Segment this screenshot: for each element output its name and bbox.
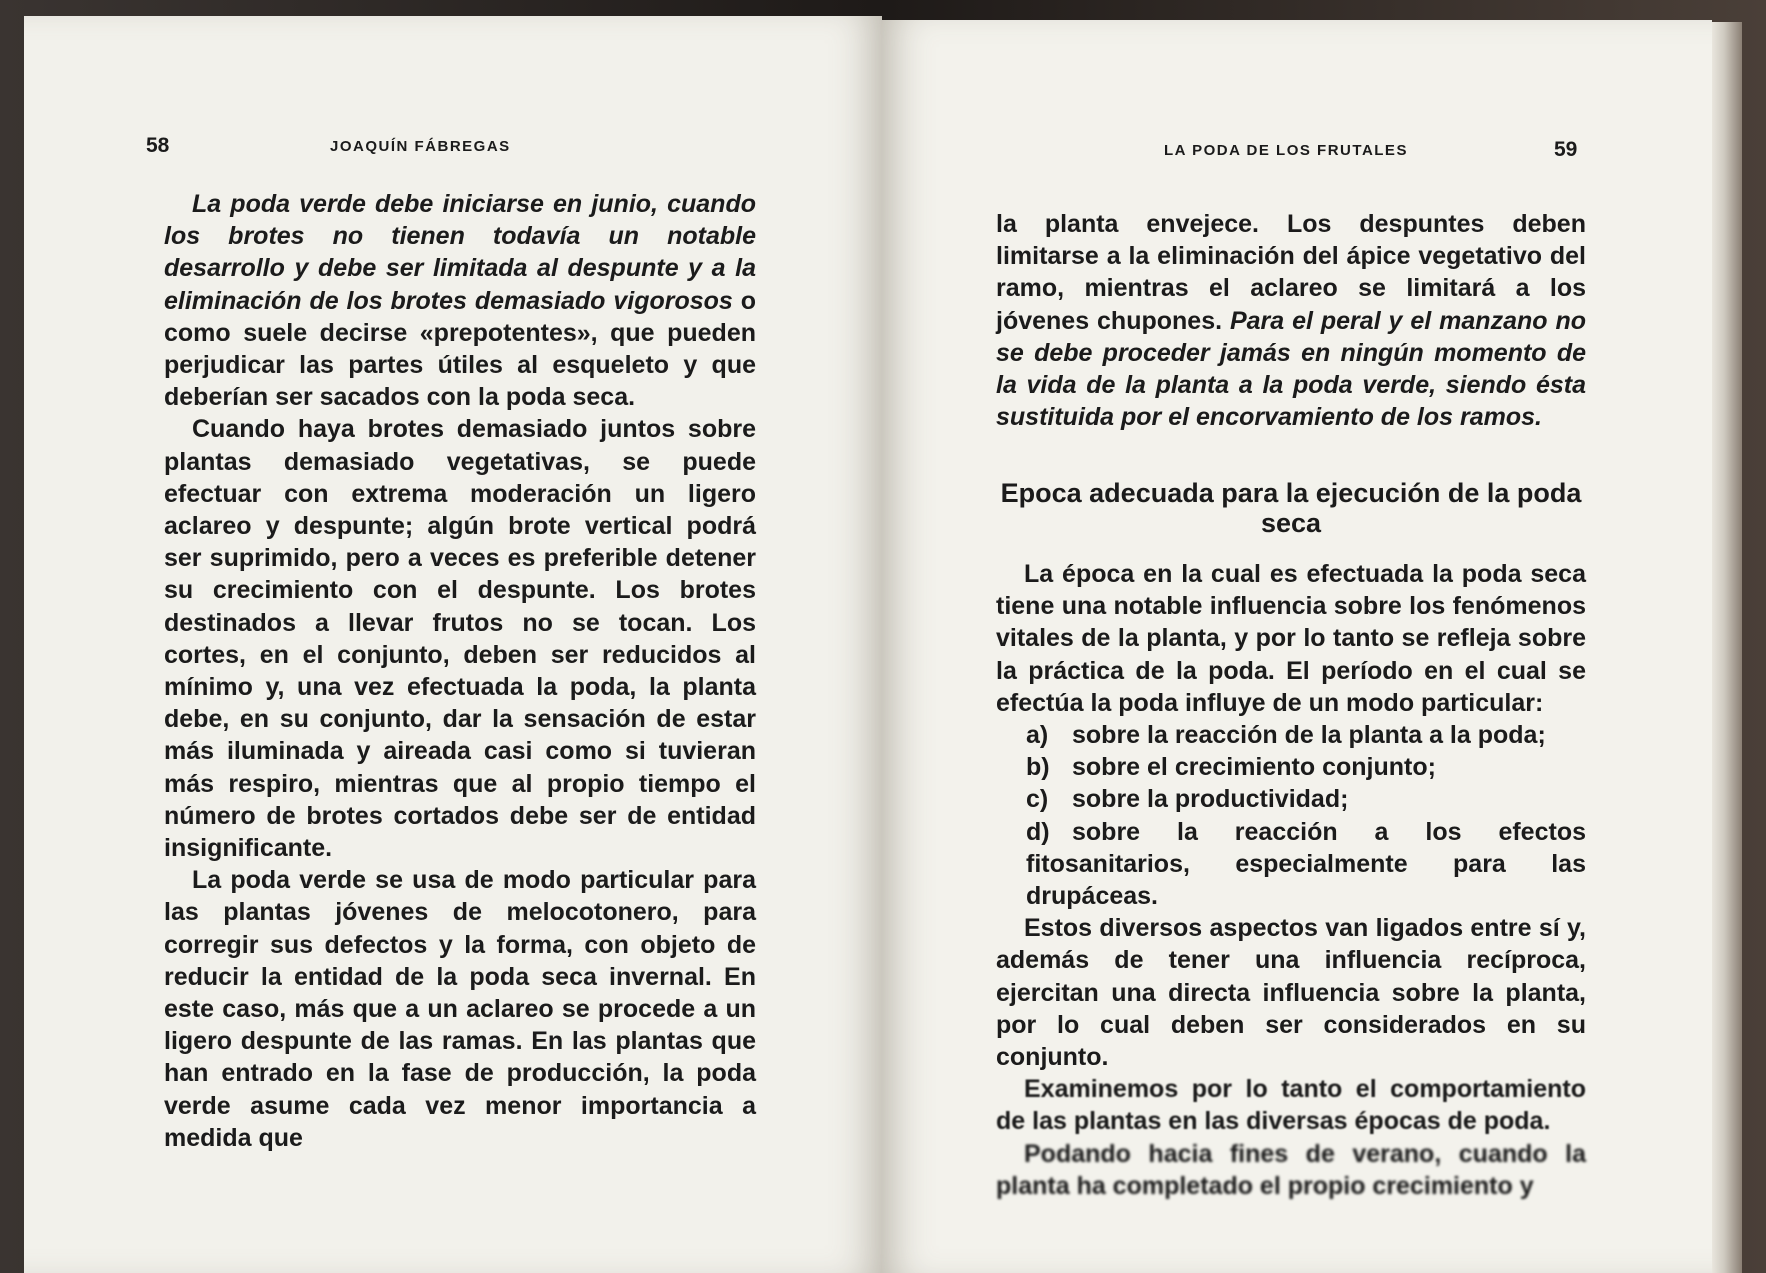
section-paragraph-2: Estos diversos aspectos van ligados entre sí y, además de tener una influencia recíproca, ejercitan una directa influencia sobre la planta, por lo cual deben ser considerados en su conjunto. xyxy=(996,914,1586,1072)
continuation-paragraph xyxy=(996,208,1586,433)
page-number-left: 58 xyxy=(146,134,170,157)
continuation-roman: la planta envejece. Los despuntes deben limitarse a la eliminación del ápice vegetativo del ramo, mientras el aclareo se limitará a los jóvenes chupones. xyxy=(996,210,1586,335)
paragraph-1-italic: La poda verde debe iniciarse en junio, cuando los brotes no tienen todavía un notable desarrollo y debe ser limitada al despunte y a la eliminación de los brotes demasiado vigorosos xyxy=(164,190,756,315)
list-item-text: sobre la reacción de la planta a la poda; xyxy=(1072,721,1546,750)
left-page xyxy=(24,16,882,1273)
running-head-left: JOAQUÍN FÁBREGAS xyxy=(330,138,511,155)
list-item xyxy=(996,816,1586,913)
list-item-key: b) xyxy=(1026,753,1050,782)
book-page-edges xyxy=(1712,22,1742,1273)
section-paragraph-4: Podando hacia fines de verano, cuando la planta ha completado el propio crecimiento y xyxy=(996,1139,1586,1200)
paragraph-1 xyxy=(164,188,756,413)
list-item xyxy=(996,783,1586,815)
list-item-key: c) xyxy=(1026,785,1049,814)
list-item-text: sobre el crecimiento conjunto; xyxy=(1072,753,1436,782)
list-item-text: sobre la productividad; xyxy=(1072,785,1349,814)
list-item-key: d) xyxy=(1026,817,1050,846)
page-number-right: 59 xyxy=(1554,138,1578,161)
right-section-text xyxy=(996,558,1586,1202)
right-page xyxy=(882,20,1712,1273)
list-item xyxy=(996,751,1586,783)
list-item-key: a) xyxy=(1026,721,1049,750)
section-paragraph-1: La época en la cual es efectuada la poda seca tiene una notable influencia sobre los fenómenos vitales de la planta, y por lo tanto se refleja sobre la práctica de la poda. El período en el cual se efectúa la poda influye de un modo particular: xyxy=(996,560,1586,717)
paragraph-1-roman: o como suele decirse «prepotentes», que pueden perjudicar las partes útiles al esqueleto y que deberían ser sacados con la poda seca. xyxy=(164,286,757,412)
section-heading: Epoca adecuada para la ejecución de la poda seca xyxy=(1000,478,1582,538)
right-continuation-text xyxy=(996,208,1586,433)
section-paragraph-3: Examinemos por lo tanto el comportamiento de las plantas en las diversas épocas de poda. xyxy=(996,1075,1586,1136)
list-item-text: sobre la reacción a los efectos fitosanitarios, especialmente para las drupáceas. xyxy=(1026,817,1586,911)
list-item xyxy=(996,719,1586,751)
running-head-right: LA PODA DE LOS FRUTALES xyxy=(1164,142,1408,159)
continuation-italic: Para el peral y el manzano no se debe proceder jamás en ningún momento de la vida de la planta a la poda verde, siendo ésta sustituida por el encorvamiento de los ramos. xyxy=(996,306,1586,432)
influence-list xyxy=(996,719,1586,912)
left-text-block xyxy=(164,188,756,1154)
paragraph-3: La poda verde se usa de modo particular para las plantas jóvenes de melocotonero, para corregir sus defectos y la forma, con objeto de reducir la entidad de la poda seca invernal. En este caso, más que a un aclareo se procede a un ligero despunte de las ramas. En las plantas que han entrado en la fase de producción, la poda verde asume cada vez menor importancia a medida que xyxy=(164,866,756,1152)
paragraph-2: Cuando haya brotes demasiado juntos sobre plantas demasiado vegetativas, se puede efectuar con extrema moderación un ligero aclareo y despunte; algún brote vertical podrá ser suprimido, pero a veces es preferible detener su crecimiento con el despunte. Los brotes destinados a llevar frutos no se tocan. Los cortes, en el conjunto, deben ser reducidos al mínimo y, una vez efectuada la poda, la planta debe, en su conjunto, dar la sensación de estar más iluminada y aireada casi como si tuvieran más respiro, mientras que al propio tiempo el número de brotes cortados debe ser de entidad insignificante. xyxy=(164,415,756,863)
